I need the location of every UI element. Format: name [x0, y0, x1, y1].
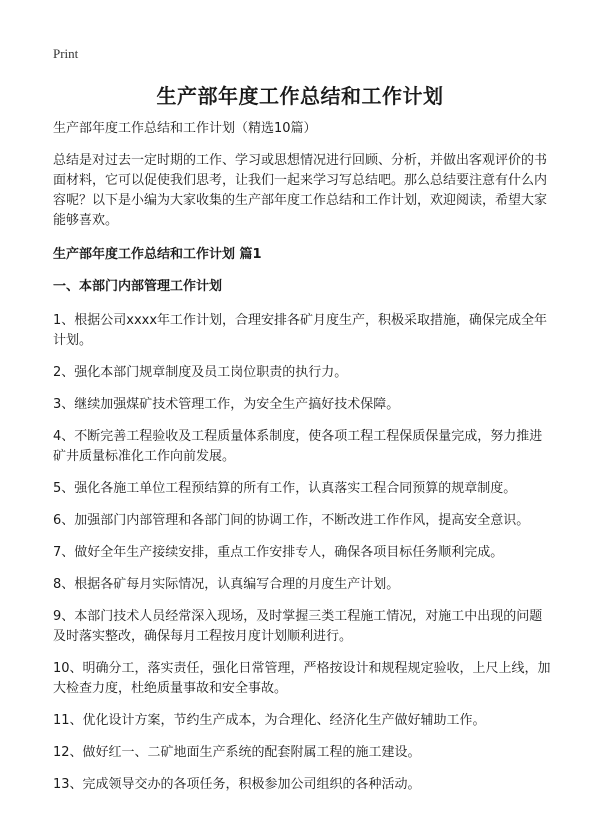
subsection-heading: 一、本部门内部管理工作计划	[53, 279, 223, 294]
list-item: 11、优化设计方案，节约生产成本，为合理化、经济化生产做好辅助工作。	[53, 713, 486, 728]
section-heading: 生产部年度工作总结和工作计划 篇1	[53, 247, 262, 262]
list-item: 2、强化本部门规章制度及员工岗位职责的执行力。	[53, 365, 348, 380]
intro-paragraph: 总结是对过去一定时期的工作、学习或思想情况进行回顾、分析，并做出客观评价的书面材料，它可以促使我们思考，让我们一起来学习写总结吧。那么总结要注意有什么内容呢？以下是小编为大家收集的生产部年度工作总结和工作计划，欢迎阅读，希望大家能够喜欢。	[53, 153, 548, 228]
list-item: 1、根据公司xxxx年工作计划，合理安排各矿月度生产，积极采取措施，确保完成全年计划。	[53, 313, 548, 348]
list-item: 6、加强部门内部管理和各部门间的协调工作，不断改进工作作风，提高安全意识。	[53, 513, 530, 528]
list-item: 13、完成领导交办的各项任务，积极参加公司组织的各种活动。	[53, 777, 421, 792]
list-item: 10、明确分工，落实责任，强化日常管理，严格按设计和规程规定验收，上尺上线，加大检查力度，杜绝质量事故和安全事故。	[53, 661, 551, 696]
print-label: Print	[53, 46, 79, 61]
page-title: 生产部年度工作总结和工作计划	[156, 84, 444, 108]
list-item: 4、不断完善工程验收及工程质量体系制度，使各项工程工程保质保量完成，努力推进矿井质量标准化工作向前发展。	[53, 429, 543, 464]
document-subtitle: 生产部年度工作总结和工作计划（精选10篇）	[53, 121, 317, 136]
list-item: 3、继续加强煤矿技术管理工作，为安全生产搞好技术保障。	[53, 397, 400, 412]
list-item: 8、根据各矿每月实际情况，认真编写合理的月度生产计划。	[53, 577, 400, 592]
list-item: 12、做好红一、二矿地面生产系统的配套附属工程的施工建设。	[53, 745, 421, 760]
list-item: 7、做好全年生产接续安排，重点工作安排专人，确保各项目标任务顺利完成。	[53, 545, 504, 560]
document-body	[53, 119, 553, 807]
list-item: 9、本部门技术人员经常深入现场，及时掌握三类工程施工情况，对施工中出现的问题及时落实整改，确保每月工程按月度计划顺利进行。	[53, 609, 543, 644]
list-item: 5、强化各施工单位工程预结算的所有工作，认真落实工程合同预算的规章制度。	[53, 481, 517, 496]
